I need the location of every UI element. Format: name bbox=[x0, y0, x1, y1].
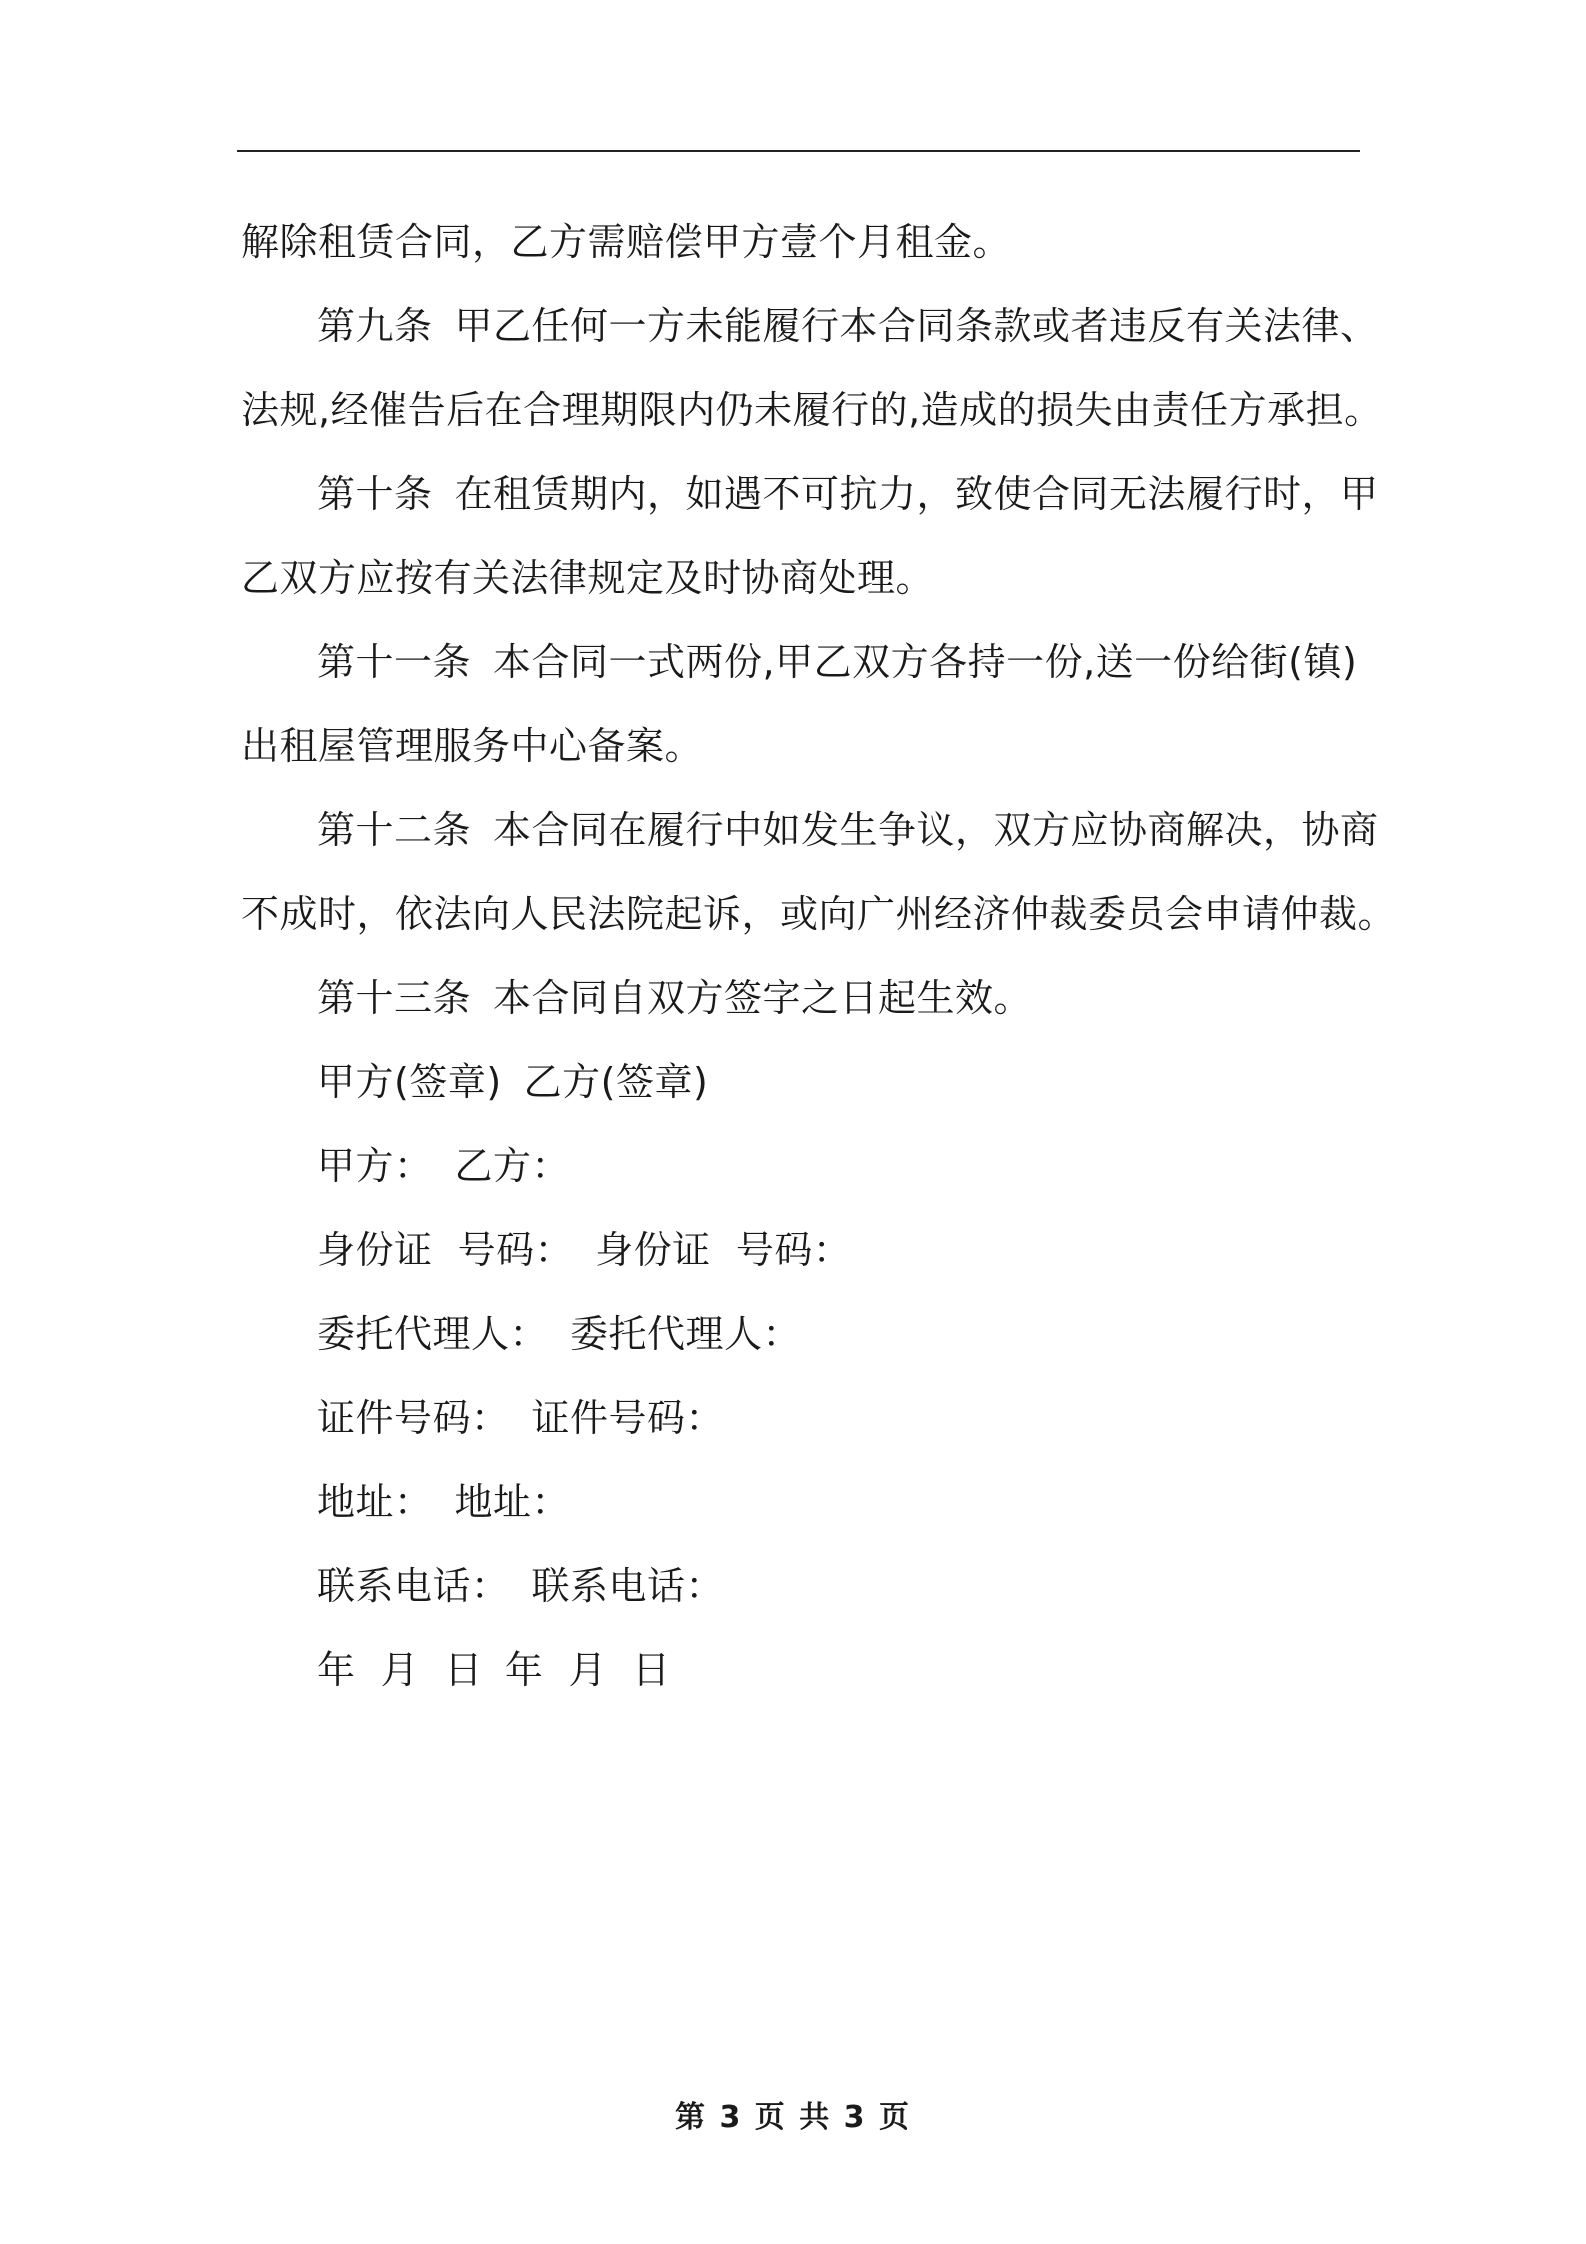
party-b-seal-label: 乙方(签章) bbox=[523, 1060, 709, 1104]
party-a-label: 甲方： bbox=[317, 1144, 433, 1188]
article-12-label: 第十二条 bbox=[317, 808, 472, 852]
signature-phone-row bbox=[241, 1544, 1361, 1628]
article-10-text: 在租赁期内，如遇不可抗力，致使合同无法履行时，甲 bbox=[454, 472, 1379, 516]
party-b-address-label: 地址： bbox=[454, 1480, 571, 1524]
document-body bbox=[241, 200, 1397, 1712]
paragraph-line bbox=[241, 200, 1361, 284]
signature-date-row bbox=[241, 1628, 1361, 1712]
article-11-text-cont: 出租屋管理服务中心备案。 bbox=[241, 724, 704, 768]
signature-seal-row bbox=[241, 1040, 1361, 1124]
article-9-line-2 bbox=[241, 368, 1383, 452]
party-b-label: 乙方： bbox=[454, 1144, 571, 1188]
article-10-line-2 bbox=[241, 536, 1361, 620]
paragraph-text: 解除租赁合同，乙方需赔偿甲方壹个月租金。 bbox=[241, 220, 1012, 264]
article-12-text-cont: 不成时，依法向人民法院起诉，或向广州经济仲裁委员会申请仲裁。 bbox=[241, 892, 1397, 936]
party-a-address-label: 地址： bbox=[317, 1480, 433, 1524]
article-10-label: 第十条 bbox=[317, 472, 433, 516]
party-a-date-label: 年 月 日 bbox=[317, 1648, 483, 1692]
article-9-text-cont: 法规,经催告后在合理期限内仍未履行的,造成的损失由责任方承担。 bbox=[241, 388, 1383, 432]
article-9-line-1 bbox=[241, 284, 1379, 368]
party-b-id-label: 身份证 号码： bbox=[595, 1228, 852, 1272]
article-11-line-2 bbox=[241, 704, 1361, 788]
article-11-line-1 bbox=[241, 620, 1361, 704]
header-rule bbox=[237, 150, 1360, 152]
article-12-text: 本合同在履行中如发生争议，双方应协商解决，协商 bbox=[493, 808, 1379, 852]
signature-cert-row bbox=[241, 1376, 1361, 1460]
party-b-phone-label: 联系电话： bbox=[531, 1564, 725, 1608]
article-12-line-2 bbox=[241, 872, 1397, 956]
signature-agent-row bbox=[241, 1292, 1361, 1376]
article-13-text: 本合同自双方签字之日起生效。 bbox=[493, 976, 1033, 1020]
page-number: 第 3 页 共 3 页 bbox=[675, 2100, 911, 2135]
party-a-phone-label: 联系电话： bbox=[317, 1564, 510, 1608]
party-a-cert-label: 证件号码： bbox=[317, 1396, 510, 1440]
party-b-date-label: 年 月 日 bbox=[504, 1648, 671, 1692]
party-a-id-label: 身份证 号码： bbox=[317, 1228, 574, 1272]
article-13-line-1 bbox=[241, 956, 1361, 1040]
party-b-agent-label: 委托代理人： bbox=[570, 1312, 802, 1356]
article-13-label: 第十三条 bbox=[317, 976, 472, 1020]
article-12-line-1 bbox=[241, 788, 1379, 872]
signature-id-row bbox=[241, 1208, 1361, 1292]
party-b-cert-label: 证件号码： bbox=[531, 1396, 725, 1440]
article-10-text-cont: 乙双方应按有关法律规定及时协商处理。 bbox=[241, 556, 935, 600]
party-a-seal-label: 甲方(签章) bbox=[317, 1060, 502, 1104]
article-11-label: 第十一条 bbox=[317, 640, 472, 684]
signature-party-row bbox=[241, 1124, 1361, 1208]
article-9-label: 第九条 bbox=[317, 304, 433, 348]
party-a-agent-label: 委托代理人： bbox=[317, 1312, 549, 1356]
article-11-text: 本合同一式两份,甲乙双方各持一份,送一份给街(镇) bbox=[493, 640, 1358, 684]
article-9-text: 甲乙任何一方未能履行本合同条款或者违反有关法律、 bbox=[454, 304, 1379, 348]
signature-address-row bbox=[241, 1460, 1361, 1544]
article-10-line-1 bbox=[241, 452, 1379, 536]
